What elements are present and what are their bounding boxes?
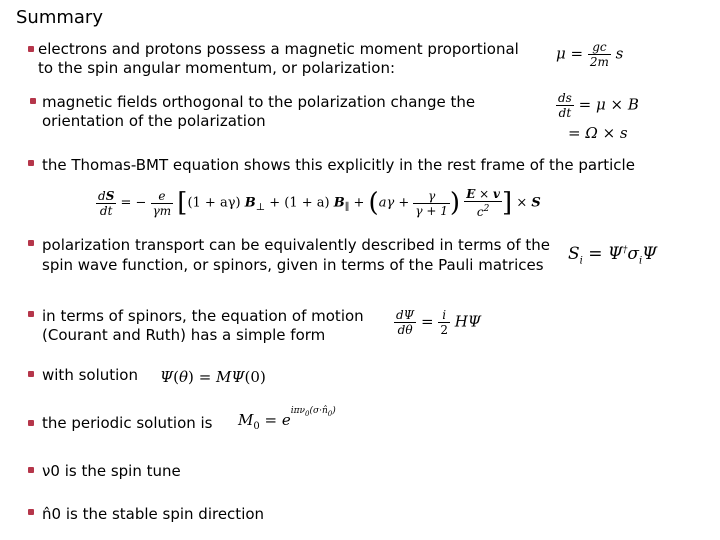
bullet-marker [28, 467, 34, 473]
bullet-marker [30, 98, 36, 104]
bullet-marker [28, 240, 34, 246]
spinor-equation-of-motion: $\frac{d\Psi}{d\theta}$ = $\frac{i}{2}$ HΨ [396, 308, 482, 337]
spin-from-spinor-equation: $S_i = \Psi^\dagger\sigma_i\Psi$ [568, 244, 658, 267]
bullet-marker [28, 311, 34, 317]
bullet-marker [28, 160, 34, 166]
bullet-marker [28, 420, 34, 426]
bullet-text-line: in terms of spinors, the equation of motion [42, 307, 364, 325]
bullet-marker [28, 509, 34, 515]
bullet-text-line: electrons and protons possess a magnetic moment proportional [38, 40, 519, 58]
thomas-bmt-equation: $\frac{dS}{dt}$ = − $\frac{e}{\gamma m}$ [(1 + aγ) $B_\perp + (1 + a) B_\parallel + (a\gamma$ + $\frac{\gamma}{\gamma + 1}$ ) $\frac{E \times v}{c^2}$ ] × S [98, 187, 541, 219]
bullet-marker [28, 46, 34, 52]
bullet-text-line: to the spin angular momentum, or polarization: [38, 59, 396, 77]
bullet-text-line: n̂0 is the stable spin direction [42, 505, 265, 523]
bullet-text-line: orientation of the polarization [42, 112, 266, 130]
page-title: Summary [16, 7, 103, 28]
bullet-text-line: magnetic fields orthogonal to the polarization change the [42, 93, 476, 111]
bullet-text-line: the periodic solution is [42, 414, 213, 432]
periodic-solution-equation: $M_0 = e^{i\pi\nu_0(\sigma\cdot n̂_0)}$ [238, 406, 336, 432]
bullet-text-line: the Thomas-BMT equation shows this explicitly in the rest frame of the particle [42, 156, 635, 174]
spin-precession-equation: $\frac{ds}{dt}$ = μ × B [558, 91, 639, 120]
magnetic-moment-equation: μ = $\frac{gc}{2m}$ s [556, 40, 624, 69]
bullet-text-line: spin wave function, or spinors, given in terms of the Pauli matrices [42, 256, 544, 274]
bullet-text-line: ν0 is the spin tune [42, 462, 181, 480]
omega-cross-s: = Ω × s [568, 124, 628, 142]
solution-equation: Ψ(θ) = MΨ(0) [160, 368, 266, 386]
bullet-text-line: (Courant and Ruth) has a simple form [42, 326, 326, 344]
bullet-text-line: polarization transport can be equivalently described in terms of the [42, 236, 551, 254]
bullet-marker [28, 371, 34, 377]
bullet-text-line: with solution [42, 366, 138, 384]
